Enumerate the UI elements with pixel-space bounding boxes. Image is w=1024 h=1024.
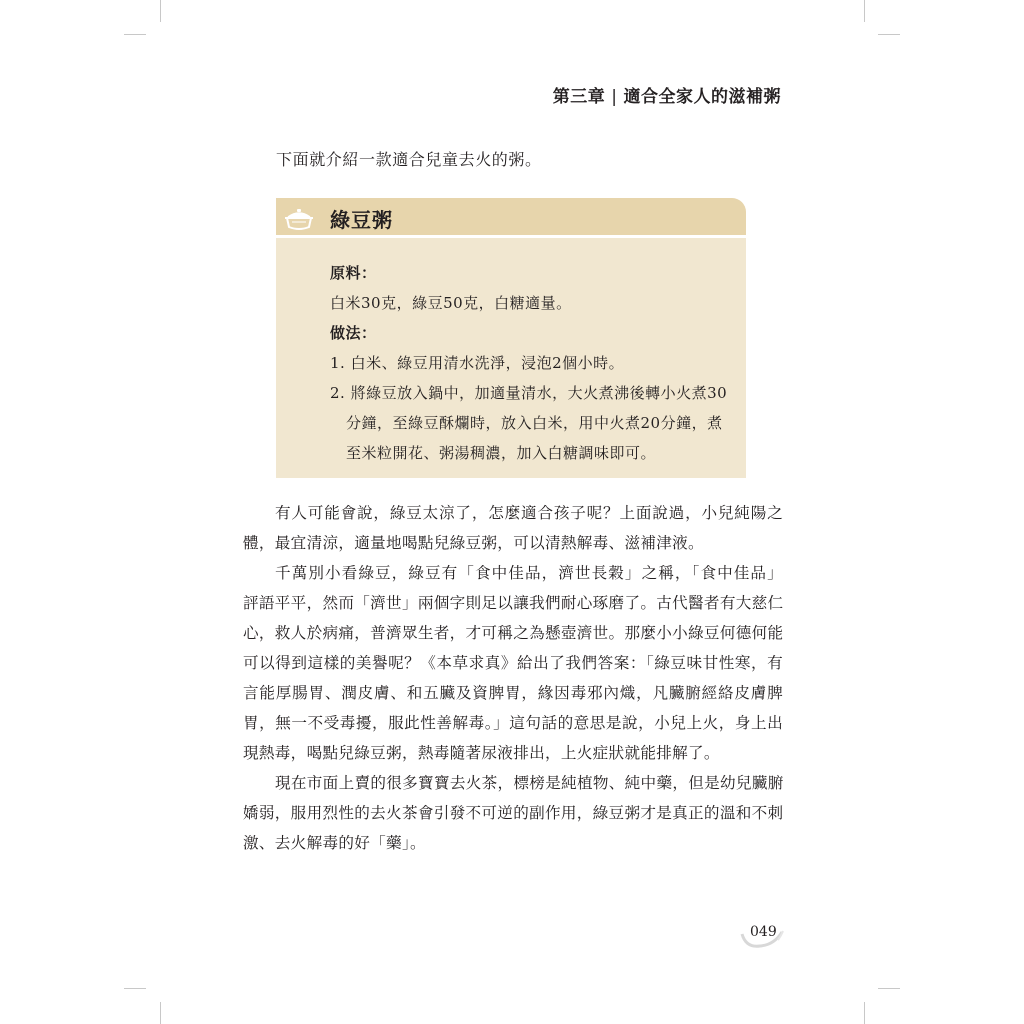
crop-mark xyxy=(124,34,146,35)
body-line: 體，最宜清涼，適量地喝點兒綠豆粥，可以清熱解毒、滋補津液。 xyxy=(243,534,704,552)
pot-icon xyxy=(284,204,314,232)
crop-mark xyxy=(878,988,900,989)
body-line: 心，救人於病痛，普濟眾生者，才可稱之為懸壺濟世。那麼小小綠豆何德何能 xyxy=(243,624,784,642)
chapter-title: 適合全家人的滋補粥 xyxy=(623,87,781,107)
body-line: 千萬別小看綠豆，綠豆有「食中佳品，濟世長穀」之稱，「食中佳品」 xyxy=(275,564,783,582)
recipe-title-bar xyxy=(276,198,746,238)
recipe-body xyxy=(330,258,740,468)
body-line: 有人可能會說，綠豆太涼了，怎麼適合孩子呢？上面說過，小兒純陽之 xyxy=(275,504,783,522)
method-label: 做法： xyxy=(330,324,377,342)
page-number: 049 xyxy=(750,924,777,940)
crop-mark xyxy=(160,1002,161,1024)
body-line: 現熱毒，喝點兒綠豆粥，熱毒隨著尿液排出，上火症狀就能排解了。 xyxy=(243,744,720,762)
body-line: 評語平平，然而「濟世」兩個字則足以讓我們耐心琢磨了。古代醫者有大慈仁 xyxy=(243,594,784,612)
method-step: 至米粒開花、粥湯稠濃，加入白糖調味即可。 xyxy=(346,444,657,462)
method-step: 2. 將綠豆放入鍋中，加適量清水，大火煮沸後轉小火煮30 xyxy=(330,384,728,402)
crop-mark xyxy=(878,34,900,35)
crop-mark xyxy=(124,988,146,989)
body-line: 現在市面上賣的很多寶寶去火茶，標榜是純植物、純中藥，但是幼兒臟腑 xyxy=(275,774,784,792)
body-line: 嬌弱，服用烈性的去火茶會引發不可逆的副作用，綠豆粥才是真正的溫和不刺 xyxy=(243,804,784,822)
chapter-header xyxy=(553,82,781,107)
intro-paragraph: 下面就介紹一款適合兒童去火的粥。 xyxy=(276,150,542,169)
method-step: 分鐘，至綠豆酥爛時，放入白米，用中火煮20分鐘，煮 xyxy=(346,414,723,432)
recipe-title: 綠豆粥 xyxy=(330,208,393,232)
body-line: 可以得到這樣的美譽呢？《本草求真》給出了我們答案：「綠豆味甘性寒，有 xyxy=(243,654,783,672)
body-text xyxy=(243,498,783,858)
ingredients-text: 白米30克，綠豆50克，白糖適量。 xyxy=(330,294,572,312)
body-line: 胃，無一不受毒擾，服此性善解毒。」這句話的意思是說，小兒上火，身上出 xyxy=(243,714,783,732)
chapter-number: 第三章 xyxy=(552,87,606,107)
method-step: 1. 白米、綠豆用清水洗淨，浸泡2個小時。 xyxy=(330,354,625,372)
crop-mark xyxy=(160,0,161,22)
crop-mark xyxy=(864,1002,865,1024)
chapter-separator: | xyxy=(611,87,618,107)
body-line: 激、去火解毒的好「藥」。 xyxy=(243,834,426,852)
recipe-box xyxy=(276,198,746,478)
crop-mark xyxy=(864,0,865,22)
page-number-ornament xyxy=(740,920,784,950)
body-line: 言能厚腸胃、潤皮膚、和五臟及資脾胃，緣因毒邪內熾，凡臟腑經絡皮膚脾 xyxy=(243,684,783,702)
ingredients-label: 原料： xyxy=(330,264,377,282)
